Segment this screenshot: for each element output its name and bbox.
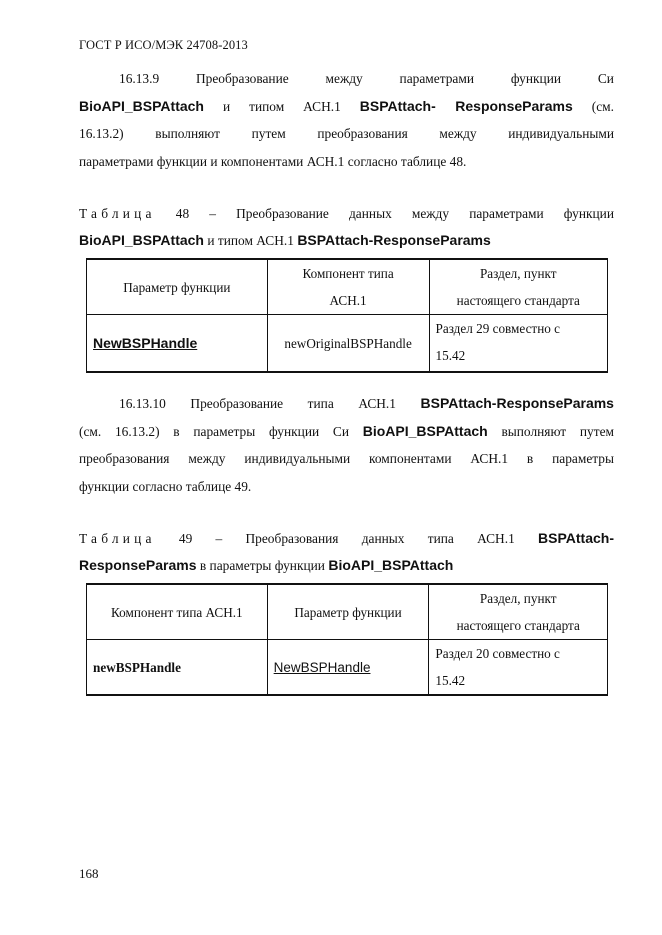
table-row [87,315,608,373]
para2-line3: преобразования между индивидуальными компонентами АСН.1 в параметры [79,451,614,466]
para1-line1: 16.13.9 Преобразование между параметрами функции Си [119,71,614,86]
para1-line3: 16.13.2) выполняют путем преобразования между индивидуальными [79,126,614,141]
table-48 [86,258,608,373]
table-49 [86,583,608,696]
paragraph-16-13-9 [79,65,614,175]
table49-cell-section: Раздел 20 совместно с 15.42 [429,640,608,696]
para2-line4: функции согласно таблице 49. [79,478,252,494]
table49-header-param: Параметр функции [267,584,429,640]
table49-caption-line2: ResponseParams в параметры функции BioAPI_BSPAttach [79,557,454,573]
para2-line2: (см. 16.13.2) в параметры функции Си BioAPI_BSPAttach выполняют путем [79,422,614,439]
table49-header-component: Компонент типа АСН.1 [87,584,268,640]
table48-header-section: Раздел, пункт настоящего стандарта [429,259,607,315]
table48-caption-line2: BioAPI_BSPAttach и типом АСН.1 BSPAttach-ResponseParams [79,232,491,248]
table49-cell-param: NewBSPHandle [267,640,429,696]
para1-line4: параметрами функции и компонентами АСН.1 согласно таблице 48. [79,153,467,169]
table48-header-component: Компонент типа АСН.1 [267,259,429,315]
table48-cell-section: Раздел 29 совместно с 15.42 [429,315,607,373]
document-header: ГОСТ Р ИСО/МЭК 24708-2013 [79,38,248,52]
table48-cell-param: NewBSPHandle [87,315,268,373]
table48-header-param: Параметр функции [87,259,268,315]
table49-caption [79,525,614,579]
para1-line2: BioAPI_BSPAttach и типом АСН.1 BSPAttach- ResponseParams (см. [79,97,614,114]
table48-caption [79,200,614,254]
table49-cell-component: newBSPHandle [87,640,268,696]
table-row [87,640,608,696]
para2-line1: 16.13.10 Преобразование типа АСН.1 BSPAttach-ResponseParams [119,395,614,411]
table49-header-row [87,584,608,640]
paragraph-16-13-10 [79,390,614,500]
table48-header-row [87,259,608,315]
page-number: 168 [79,866,99,881]
table49-caption-line1: Таблица 49 – Преобразования данных типа АСН.1 BSPAttach- [79,530,614,546]
table49-header-section: Раздел, пункт настоящего стандарта [429,584,608,640]
table48-caption-line1: Таблица 48 – Преобразование данных между параметрами функции [79,206,614,221]
table48-cell-component: newOriginalBSPHandle [267,315,429,373]
